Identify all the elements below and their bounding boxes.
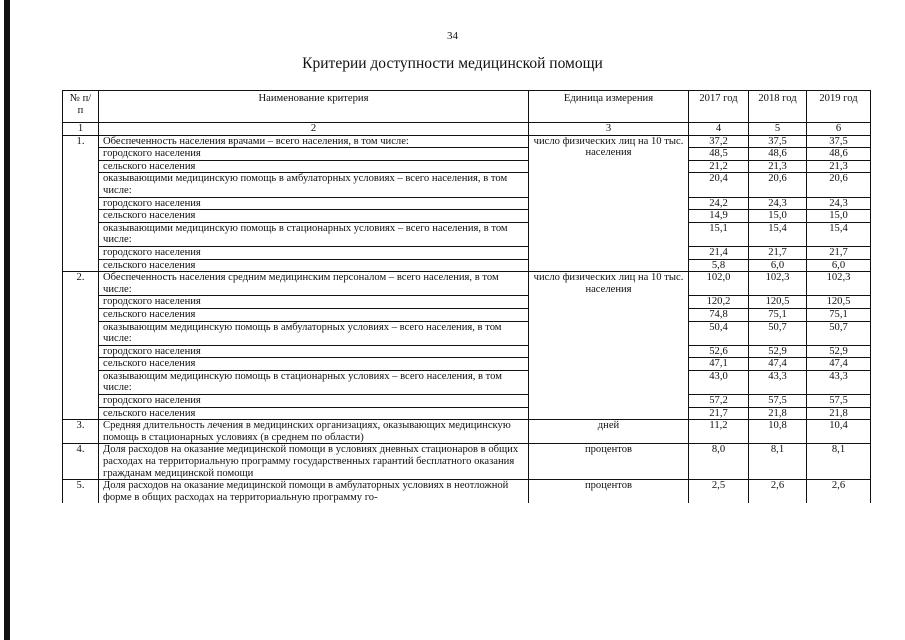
value-2019: 21,3 <box>807 160 871 173</box>
value-2018: 6,0 <box>749 259 807 272</box>
criterion-name: оказывающим медицинскую помощь в стационарных условиях – всего населения, в том числе: <box>99 370 529 394</box>
criterion-name: городского населения <box>99 345 529 358</box>
value-2017: 43,0 <box>689 370 749 394</box>
table-row <box>63 259 871 272</box>
value-2019: 120,5 <box>807 296 871 309</box>
value-2018: 20,6 <box>749 173 807 197</box>
value-2017: 47,1 <box>689 358 749 371</box>
value-2018: 10,8 <box>749 420 807 444</box>
column-number: 6 <box>807 123 871 136</box>
value-2019: 2,6 <box>807 480 871 504</box>
criterion-name: оказывающими медицинскую помощь в амбулаторных условиях – всего населения, в том числе: <box>99 173 529 197</box>
value-2019: 52,9 <box>807 345 871 358</box>
value-2018: 21,7 <box>749 246 807 259</box>
column-number: 4 <box>689 123 749 136</box>
value-2018: 102,3 <box>749 272 807 296</box>
value-2017: 20,4 <box>689 173 749 197</box>
value-2019: 15,0 <box>807 210 871 223</box>
table-row <box>63 407 871 420</box>
value-2018: 37,5 <box>749 135 807 148</box>
criterion-name: городского населения <box>99 148 529 161</box>
table-row <box>63 480 871 504</box>
table-row <box>63 173 871 197</box>
criteria-table <box>62 90 871 503</box>
table-row <box>63 210 871 223</box>
unit-of-measure: число физических лиц на 10 тыс. населения <box>529 272 689 420</box>
value-2017: 2,5 <box>689 480 749 504</box>
value-2019: 57,5 <box>807 395 871 408</box>
criterion-name: Доля расходов на оказание медицинской помощи в условиях дневных стационаров в общих расходах на территориальную программу государственных гарантий бесплатного оказания гражданам медицинской помощи <box>99 444 529 480</box>
column-number-row <box>63 123 871 136</box>
value-2017: 11,2 <box>689 420 749 444</box>
header-criterion: Наименование критерия <box>99 91 529 123</box>
header-2017: 2017 год <box>689 91 749 123</box>
value-2018: 24,3 <box>749 197 807 210</box>
value-2019: 10,4 <box>807 420 871 444</box>
value-2017: 8,0 <box>689 444 749 480</box>
value-2017: 57,2 <box>689 395 749 408</box>
value-2017: 74,8 <box>689 308 749 321</box>
header-2019: 2019 год <box>807 91 871 123</box>
value-2018: 15,4 <box>749 222 807 246</box>
column-number: 3 <box>529 123 689 136</box>
value-2019: 75,1 <box>807 308 871 321</box>
criterion-name: Обеспеченность населения врачами – всего населения, в том числе: <box>99 135 529 148</box>
row-number: 2. <box>63 272 99 420</box>
unit-of-measure: процентов <box>529 444 689 480</box>
value-2018: 15,0 <box>749 210 807 223</box>
header-2018: 2018 год <box>749 91 807 123</box>
criterion-name: сельского населения <box>99 160 529 173</box>
criterion-name: городского населения <box>99 296 529 309</box>
table-row <box>63 222 871 246</box>
column-number: 1 <box>63 123 99 136</box>
value-2017: 5,8 <box>689 259 749 272</box>
unit-of-measure: дней <box>529 420 689 444</box>
value-2019: 6,0 <box>807 259 871 272</box>
criterion-name: сельского населения <box>99 308 529 321</box>
criterion-name: сельского населения <box>99 210 529 223</box>
value-2019: 37,5 <box>807 135 871 148</box>
table-row <box>63 160 871 173</box>
column-number: 2 <box>99 123 529 136</box>
table-row <box>63 395 871 408</box>
criterion-name: сельского населения <box>99 259 529 272</box>
criterion-name: городского населения <box>99 246 529 259</box>
criterion-name: сельского населения <box>99 407 529 420</box>
value-2018: 75,1 <box>749 308 807 321</box>
criterion-name: сельского населения <box>99 358 529 371</box>
page-number: 34 <box>447 30 458 42</box>
value-2019: 48,6 <box>807 148 871 161</box>
row-number: 4. <box>63 444 99 480</box>
row-number: 3. <box>63 420 99 444</box>
table-row <box>63 370 871 394</box>
table-row <box>63 420 871 444</box>
table-header-row <box>63 91 871 123</box>
column-number: 5 <box>749 123 807 136</box>
value-2018: 47,4 <box>749 358 807 371</box>
value-2017: 48,5 <box>689 148 749 161</box>
value-2017: 21,4 <box>689 246 749 259</box>
value-2018: 21,8 <box>749 407 807 420</box>
value-2017: 24,2 <box>689 197 749 210</box>
value-2019: 8,1 <box>807 444 871 480</box>
table-row <box>63 321 871 345</box>
page-title: Критерии доступности медицинской помощи <box>302 55 603 72</box>
value-2018: 120,5 <box>749 296 807 309</box>
value-2018: 43,3 <box>749 370 807 394</box>
table-row <box>63 444 871 480</box>
table-row <box>63 358 871 371</box>
value-2019: 21,7 <box>807 246 871 259</box>
criterion-name: городского населения <box>99 395 529 408</box>
unit-of-measure: процентов <box>529 480 689 504</box>
value-2018: 2,6 <box>749 480 807 504</box>
criterion-name: Обеспеченность населения средним медицинским персоналом – всего населения, в том числе: <box>99 272 529 296</box>
table-body <box>63 135 871 503</box>
scan-edge-bar <box>4 0 10 640</box>
criterion-name: оказывающими медицинскую помощь в стационарных условиях – всего населения, в том числе: <box>99 222 529 246</box>
row-number: 1. <box>63 135 99 272</box>
table-row <box>63 135 871 148</box>
value-2019: 24,3 <box>807 197 871 210</box>
value-2018: 57,5 <box>749 395 807 408</box>
criterion-name: оказывающим медицинскую помощь в амбулаторных условиях – всего населения, в том числе: <box>99 321 529 345</box>
value-2017: 102,0 <box>689 272 749 296</box>
value-2017: 52,6 <box>689 345 749 358</box>
table-row <box>63 197 871 210</box>
table-row <box>63 272 871 296</box>
value-2019: 43,3 <box>807 370 871 394</box>
value-2017: 21,2 <box>689 160 749 173</box>
value-2018: 48,6 <box>749 148 807 161</box>
value-2019: 15,4 <box>807 222 871 246</box>
criterion-name: городского населения <box>99 197 529 210</box>
value-2019: 102,3 <box>807 272 871 296</box>
value-2019: 47,4 <box>807 358 871 371</box>
table-row <box>63 148 871 161</box>
value-2017: 14,9 <box>689 210 749 223</box>
value-2018: 21,3 <box>749 160 807 173</box>
row-number: 5. <box>63 480 99 504</box>
value-2018: 50,7 <box>749 321 807 345</box>
header-unit: Единица измерения <box>529 91 689 123</box>
value-2019: 50,7 <box>807 321 871 345</box>
value-2017: 37,2 <box>689 135 749 148</box>
header-num: № п/п <box>63 91 99 123</box>
value-2018: 52,9 <box>749 345 807 358</box>
criterion-name: Средняя длительность лечения в медицинских организациях, оказывающих медицинскую помощь в стационарных условиях (в среднем по области) <box>99 420 529 444</box>
value-2018: 8,1 <box>749 444 807 480</box>
unit-of-measure: число физических лиц на 10 тыс. населения <box>529 135 689 272</box>
table-row <box>63 296 871 309</box>
criterion-name: Доля расходов на оказание медицинской помощи в амбулаторных условиях в неотложной форме в общих расходах на территориальную программу го- <box>99 480 529 504</box>
table-row <box>63 246 871 259</box>
value-2017: 21,7 <box>689 407 749 420</box>
value-2017: 50,4 <box>689 321 749 345</box>
table-row <box>63 345 871 358</box>
value-2019: 20,6 <box>807 173 871 197</box>
table-row <box>63 308 871 321</box>
value-2019: 21,8 <box>807 407 871 420</box>
value-2017: 15,1 <box>689 222 749 246</box>
value-2017: 120,2 <box>689 296 749 309</box>
